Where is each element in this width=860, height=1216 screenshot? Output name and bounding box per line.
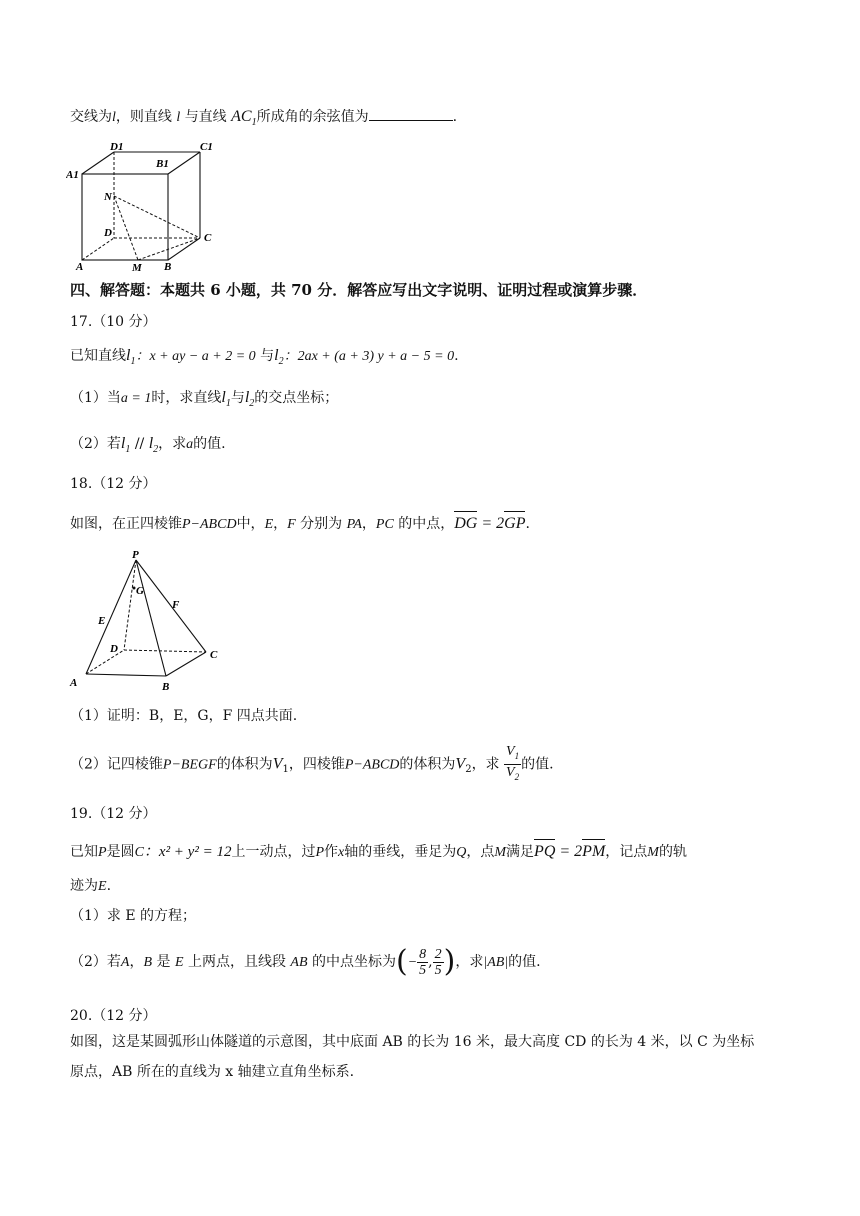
q16-text: 与直线 [184, 109, 227, 125]
var: x [338, 845, 345, 860]
cube-figure [66, 140, 226, 272]
text: 的中点， [398, 516, 455, 532]
sub: 1 [130, 355, 136, 367]
var: E [174, 955, 184, 970]
q16-tail [70, 106, 457, 133]
var: P [315, 845, 325, 860]
q18-part1: （1）证明：B，E，G，F 四点共面. [70, 708, 298, 724]
period: . [525, 516, 530, 532]
text: 与 [260, 348, 275, 364]
q17-part1 [70, 388, 338, 414]
text: 的轨 [658, 844, 687, 860]
var: A [120, 955, 130, 970]
pyramid: P−ABCD [182, 517, 237, 532]
q17-part2 [70, 434, 226, 460]
text: ，四棱锥 [288, 756, 345, 773]
var: E [264, 517, 274, 532]
text: 迹为 [70, 878, 98, 894]
label-b: B [162, 681, 170, 693]
volume-ratio: $\frac{V_1}{V_2}$ [506, 744, 520, 782]
var: P [98, 845, 107, 860]
var-v: V [272, 755, 283, 773]
label-d: D [104, 227, 112, 239]
var: F [287, 517, 296, 532]
label-c: C [204, 232, 212, 244]
var: C [134, 845, 144, 860]
var-l: l [120, 435, 126, 452]
text: （2）记四棱锥 [70, 756, 163, 773]
text: ，求 [471, 756, 500, 773]
parallel: // [130, 436, 149, 452]
text: ，求 [158, 436, 187, 452]
pyramid: P−BEGF [162, 757, 217, 773]
equation: = 2 [555, 843, 583, 860]
text: 轴的垂线，垂足为 [344, 844, 457, 860]
vector-pm: PM [582, 843, 606, 860]
q17-stem [70, 346, 459, 372]
label-d: D [110, 643, 118, 655]
label-b: B [164, 261, 172, 272]
sub: 2 [278, 355, 284, 367]
var: PA [346, 517, 362, 532]
text: 分别为 [300, 516, 343, 532]
q20-heading: 20.（12 分） [70, 1008, 157, 1024]
equation: ：2ax + (a + 3) y + a − 5 = 0 [283, 349, 455, 364]
var-l: l [126, 347, 131, 364]
line-ac1: AC [231, 108, 252, 125]
q17-heading: 17.（10 分） [70, 314, 157, 330]
text: 的中点坐标为 [311, 954, 396, 970]
label-a1: A1 [66, 169, 79, 181]
q16-text: 交线为 [70, 109, 112, 125]
label-c: C [210, 649, 218, 661]
text: 的体积为 [216, 756, 273, 773]
sub: 2 [153, 443, 159, 455]
text: 的值. [508, 954, 541, 970]
abs-ab: |AB| [483, 955, 509, 970]
sub: 1 [225, 397, 231, 409]
text: （2）若 [70, 954, 121, 970]
label-f: F [172, 599, 180, 611]
var-l: l [221, 389, 226, 406]
paren-right: ) [443, 944, 456, 979]
label-p: P [132, 549, 139, 561]
text: 已知直线 [70, 348, 126, 364]
var: PC [375, 517, 394, 532]
var: Q [456, 845, 467, 860]
fraction-x: $\frac{8}{5}$ [419, 946, 427, 978]
sub: 1 [282, 764, 289, 776]
q19-heading: 19.（12 分） [70, 806, 157, 822]
line-l: l [112, 110, 116, 125]
vector-pq: PQ [534, 843, 556, 860]
label-m: M [132, 262, 142, 272]
vector-dg: DG [454, 515, 478, 532]
text: ，求 [455, 954, 484, 970]
paren-left: ( [395, 944, 408, 979]
text: 上一动点，过 [231, 844, 316, 860]
sub: 2 [465, 764, 472, 776]
var: E [98, 879, 107, 894]
q19-part1: （1）求 E 的方程； [70, 908, 197, 924]
text: （1）当 [70, 390, 121, 406]
answer-blank [369, 106, 453, 121]
var-l: l [148, 435, 154, 452]
label-b1: B1 [156, 158, 169, 170]
pyramid-figure [66, 548, 222, 696]
var: B [143, 955, 153, 970]
q18-stem [70, 514, 530, 535]
text: 是 [156, 954, 171, 970]
equation: ：x + ay − a + 2 = 0 [135, 349, 256, 364]
var: AB [290, 955, 308, 970]
label-e: E [98, 615, 106, 627]
equation: a = 1 [120, 391, 152, 406]
text: 上两点，且线段 [187, 954, 286, 970]
q19-stem-cont [70, 876, 111, 897]
label-a: A [76, 261, 84, 272]
text: ， [273, 516, 288, 532]
minus: − [407, 955, 418, 970]
q20-line2: 原点，AB 所在的直线为 x 轴建立直角坐标系. [70, 1064, 355, 1080]
q20-line1: 如图，这是某圆弧形山体隧道的示意图，其中底面 AB 的长为 16 米，最大高度 CD 的长为 4 米，以 C 为坐标 [70, 1034, 755, 1050]
label-g: G [136, 585, 144, 597]
text: 的值. [193, 436, 226, 452]
label-d1: D1 [110, 141, 124, 153]
text: 是圆 [106, 844, 135, 860]
var: M [647, 845, 659, 860]
text: ，点 [466, 844, 495, 860]
text: 如图，在正四棱锥 [70, 516, 182, 532]
q16-text: 所成角的余弦值为 [256, 109, 369, 125]
label-a: A [70, 677, 78, 689]
fraction-y: $\frac{2}{5}$ [434, 946, 442, 978]
text: 满足 [506, 844, 535, 860]
equation: = 2 [477, 515, 505, 532]
text: ， [361, 516, 376, 532]
text: 中， [236, 516, 265, 532]
sub: 2 [249, 397, 255, 409]
text: 时，求直线 [151, 390, 222, 406]
q19-part2: （2）若A，B 是 E 上两点，且线段 AB 的中点坐标为(− $\frac{8}{5}$ , $\frac{2}{5}$ )，求|AB|的值. [70, 944, 541, 979]
q19-stem [70, 842, 687, 863]
var-a: a [186, 437, 194, 452]
text: 作 [324, 844, 339, 860]
label-c1: C1 [200, 141, 213, 153]
equation: ：x² + y² = 12 [143, 844, 232, 860]
period: . [452, 109, 458, 125]
text: 的值. [521, 756, 554, 773]
q18-part2 [70, 744, 554, 787]
pyramid: P−ABCD [344, 757, 400, 773]
line-l: l [176, 110, 181, 125]
period: . [454, 348, 459, 364]
q16-text: ，则直线 [115, 109, 172, 125]
text: ，记点 [605, 844, 648, 860]
sub: 1 [251, 116, 257, 128]
text: 与 [230, 390, 245, 406]
vector-gp: GP [504, 515, 526, 532]
sub: 1 [125, 443, 131, 455]
label-n: N [104, 191, 112, 203]
text: 的体积为 [399, 756, 456, 773]
var-l: l [244, 389, 250, 406]
period: . [106, 878, 112, 894]
q18-heading: 18.（12 分） [70, 476, 157, 492]
text: 的交点坐标； [254, 390, 339, 406]
section-heading: 四、解答题：本题共 6 小题，共 70 分．解答应写出文字说明、证明过程或演算步骤． [70, 281, 648, 299]
var-l: l [274, 347, 279, 364]
var: M [494, 845, 507, 860]
text: （2）若 [70, 436, 121, 452]
var-v: V [455, 755, 466, 773]
text: 已知 [70, 844, 98, 860]
